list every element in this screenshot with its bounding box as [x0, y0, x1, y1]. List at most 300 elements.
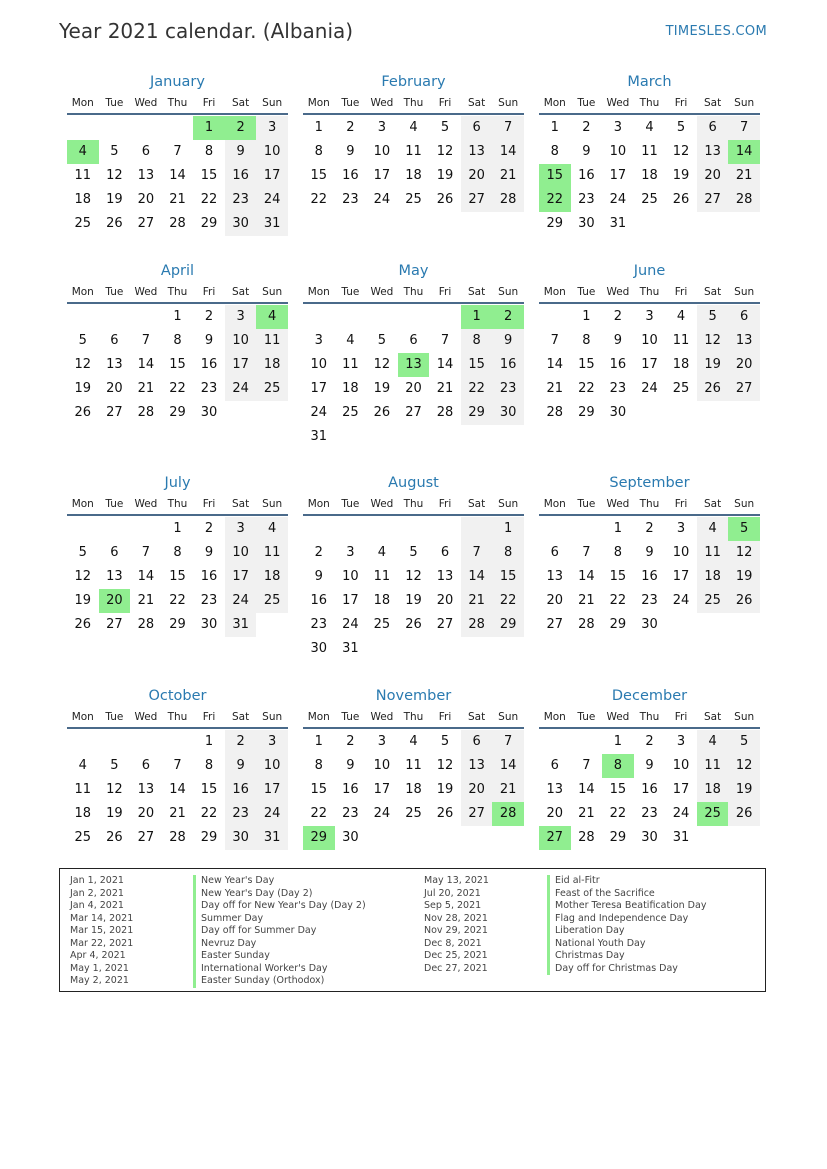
empty-cell — [303, 517, 335, 541]
day-cell: 4 — [409, 120, 418, 135]
day-cell: 14 — [492, 754, 524, 778]
day-cell: 13 — [436, 569, 454, 584]
day-cell: 25 — [342, 405, 359, 420]
legend-date: Dec 27, 2021 — [424, 962, 488, 974]
day-cell: 28 — [728, 188, 760, 212]
weekday-label: Wed — [134, 498, 158, 510]
day-cell: 28 — [137, 617, 155, 632]
legend-date: Nov 28, 2021 — [424, 912, 488, 924]
weekday-label: Sun — [734, 97, 755, 109]
day-cell: 19 — [74, 593, 92, 608]
weekday-label: Wed — [606, 286, 630, 298]
day-cell: 25 — [405, 806, 422, 821]
day-cell: 30 — [200, 405, 218, 420]
holiday-day-cell: 13 — [398, 353, 430, 377]
legend-date: May 13, 2021 — [424, 875, 489, 886]
month-title: June — [633, 263, 666, 279]
day-cell: 9 — [645, 545, 654, 560]
day-cell: 4 — [645, 120, 654, 135]
holiday-day-cell: 8 — [602, 754, 634, 778]
day-cell: 22 — [310, 192, 328, 207]
day-cell: 1 — [613, 521, 623, 536]
weekday-label: Wed — [134, 711, 158, 723]
day-cell: 3 — [314, 333, 323, 348]
day-cell: 31 — [225, 613, 257, 637]
day-cell: 17 — [373, 782, 391, 797]
page-title: Year 2021 calendar. (Albania) — [59, 19, 354, 43]
holiday-day-cell: 1 — [193, 116, 225, 140]
day-cell: 26 — [697, 377, 729, 401]
day-cell: 13 — [137, 168, 155, 183]
day-cell: 24 — [225, 589, 257, 613]
day-cell: 21 — [492, 778, 524, 802]
day-cell: 21 — [728, 164, 760, 188]
legend-date: Jul 20, 2021 — [424, 887, 481, 899]
weekday-label: Sun — [498, 711, 519, 723]
weekday-label: Mon — [307, 498, 330, 510]
day-cell: 16 — [200, 569, 218, 584]
day-cell: 7 — [141, 545, 151, 560]
day-cell: 16 — [492, 353, 524, 377]
holiday-day-cell: 25 — [697, 802, 729, 826]
day-cell: 27 — [137, 216, 155, 231]
weekday-label: Sun — [262, 498, 283, 510]
day-cell: 8 — [582, 333, 591, 348]
day-cell: 4 — [697, 517, 729, 541]
day-cell: 11 — [74, 782, 92, 797]
legend-row — [424, 875, 706, 888]
day-cell: 13 — [137, 782, 155, 797]
day-cell: 28 — [137, 405, 155, 420]
day-grid — [303, 116, 524, 212]
weekday-label: Fri — [202, 286, 216, 298]
month-title: May — [398, 263, 429, 279]
day-cell: 12 — [436, 144, 454, 159]
weekday-label: Sat — [467, 97, 486, 109]
day-cell: 17 — [672, 782, 690, 797]
weekday-header — [303, 707, 524, 729]
day-grid — [303, 730, 524, 850]
day-cell: 15 — [169, 569, 186, 584]
month-january — [67, 71, 288, 236]
day-cell: 2 — [645, 734, 654, 749]
day-cell: 20 — [546, 593, 564, 608]
weekday-label: Tue — [105, 498, 124, 510]
month-title: October — [148, 688, 207, 704]
day-cell: 13 — [697, 140, 729, 164]
day-cell: 11 — [342, 357, 359, 372]
day-cell: 24 — [342, 617, 359, 632]
day-cell: 19 — [436, 782, 454, 797]
empty-cell — [366, 305, 398, 329]
day-cell: 6 — [461, 116, 493, 140]
weekday-label: Tue — [577, 498, 596, 510]
legend-holiday-name: Flag and Independence Day — [547, 913, 688, 926]
day-cell: 31 — [609, 216, 627, 231]
day-cell: 29 — [461, 401, 493, 425]
month-december — [539, 685, 760, 850]
weekday-label: Wed — [606, 711, 630, 723]
day-cell: 19 — [728, 778, 760, 802]
day-cell: 8 — [173, 545, 182, 560]
legend-date: Nov 29, 2021 — [424, 925, 488, 936]
legend-holiday-name: Christmas Day — [547, 950, 625, 963]
weekday-label: Fri — [438, 286, 452, 298]
day-cell: 6 — [697, 116, 729, 140]
day-cell: 24 — [672, 806, 690, 821]
day-cell: 30 — [200, 617, 218, 632]
weekday-label: Sun — [498, 97, 519, 109]
day-cell: 3 — [645, 309, 654, 324]
day-cell: 14 — [436, 357, 454, 372]
month-title: April — [160, 263, 195, 279]
day-cell: 22 — [492, 589, 524, 613]
holiday-day-cell: 14 — [728, 140, 760, 164]
weekday-label: Tue — [341, 97, 360, 109]
day-cell: 6 — [440, 545, 450, 560]
day-cell: 29 — [578, 405, 595, 420]
month-title: July — [164, 475, 191, 491]
day-cell: 23 — [578, 192, 595, 207]
day-cell: 9 — [645, 758, 654, 773]
day-cell: 11 — [672, 333, 690, 348]
empty-cell — [130, 730, 162, 754]
day-cell: 29 — [200, 830, 218, 845]
empty-cell — [539, 305, 571, 329]
empty-cell — [130, 517, 162, 541]
day-cell: 27 — [697, 188, 729, 212]
legend-holiday-name: Nevruz Day — [193, 938, 256, 951]
day-cell: 27 — [436, 617, 454, 632]
day-cell: 7 — [582, 758, 591, 773]
day-cell: 14 — [492, 140, 524, 164]
weekday-header — [67, 707, 288, 729]
day-cell: 23 — [492, 377, 524, 401]
day-cell: 19 — [672, 168, 690, 183]
day-cell: 17 — [609, 168, 627, 183]
day-cell: 15 — [200, 168, 218, 183]
day-cell: 9 — [613, 333, 623, 348]
weekday-label: Mon — [71, 97, 94, 109]
day-cell: 24 — [373, 806, 391, 821]
empty-cell — [67, 305, 99, 329]
weekday-label: Sun — [262, 286, 283, 298]
day-cell: 23 — [342, 192, 359, 207]
day-cell: 22 — [609, 593, 627, 608]
day-cell: 25 — [256, 377, 288, 401]
legend-row — [70, 963, 366, 976]
day-cell: 13 — [546, 782, 564, 797]
day-cell: 28 — [169, 216, 186, 231]
day-cell: 7 — [173, 758, 182, 773]
month-september — [539, 472, 760, 637]
day-cell: 2 — [346, 734, 355, 749]
day-cell: 15 — [461, 353, 493, 377]
weekday-label: Wed — [606, 498, 630, 510]
legend-row — [70, 950, 366, 963]
day-cell: 24 — [256, 188, 288, 212]
day-cell: 2 — [204, 521, 214, 536]
legend-date: Sep 5, 2021 — [424, 900, 482, 911]
day-cell: 22 — [310, 806, 328, 821]
day-cell: 30 — [225, 212, 257, 236]
day-cell: 21 — [492, 164, 524, 188]
day-cell: 22 — [461, 377, 493, 401]
holiday-day-cell: 20 — [99, 589, 131, 613]
day-cell: 17 — [256, 778, 288, 802]
day-cell: 18 — [641, 168, 658, 183]
day-cell: 1 — [492, 517, 524, 541]
day-cell: 18 — [405, 782, 422, 797]
day-cell: 25 — [373, 617, 391, 632]
day-cell: 16 — [200, 357, 218, 372]
day-cell: 2 — [314, 545, 323, 560]
day-cell: 3 — [225, 305, 257, 329]
weekday-label: Tue — [105, 97, 124, 109]
day-cell: 11 — [697, 754, 729, 778]
day-cell: 31 — [342, 641, 359, 656]
day-cell: 10 — [641, 333, 658, 348]
legend-holiday-name: Easter Sunday — [193, 950, 270, 963]
month-title: August — [388, 475, 439, 491]
day-cell: 10 — [373, 144, 391, 159]
day-cell: 18 — [256, 353, 288, 377]
day-cell: 7 — [173, 144, 182, 159]
day-cell: 4 — [676, 309, 686, 324]
day-cell: 1 — [550, 120, 559, 135]
day-cell: 8 — [204, 144, 214, 159]
weekday-label: Sat — [703, 286, 722, 298]
day-cell: 8 — [173, 333, 182, 348]
weekday-label: Thu — [639, 97, 660, 109]
day-cell: 26 — [405, 617, 422, 632]
day-cell: 5 — [728, 730, 760, 754]
day-cell: 30 — [609, 405, 627, 420]
month-title: February — [381, 74, 446, 90]
weekday-label: Thu — [403, 498, 424, 510]
day-cell: 7 — [461, 541, 493, 565]
day-cell: 30 — [641, 830, 658, 845]
day-cell: 3 — [676, 734, 686, 749]
day-cell: 9 — [204, 545, 214, 560]
month-october — [67, 685, 288, 850]
weekday-label: Sat — [231, 498, 250, 510]
weekday-label: Mon — [543, 97, 566, 109]
day-cell: 3 — [256, 116, 288, 140]
empty-cell — [130, 116, 162, 140]
day-cell: 11 — [373, 569, 391, 584]
day-cell: 31 — [310, 429, 328, 444]
day-cell: 27 — [461, 802, 493, 826]
weekday-label: Sun — [262, 711, 283, 723]
day-cell: 26 — [106, 216, 123, 231]
day-cell: 5 — [110, 144, 119, 159]
legend-holiday-name: Day off for Summer Day — [193, 925, 316, 938]
day-cell: 8 — [314, 758, 323, 773]
day-cell: 17 — [225, 565, 257, 589]
day-cell: 12 — [728, 541, 760, 565]
day-grid — [67, 730, 288, 850]
day-cell: 22 — [200, 806, 218, 821]
day-cell: 18 — [342, 381, 359, 396]
day-cell: 7 — [440, 333, 450, 348]
empty-cell — [429, 517, 461, 541]
day-cell: 12 — [436, 758, 454, 773]
legend-row — [70, 875, 366, 888]
day-cell: 23 — [200, 381, 218, 396]
empty-cell — [571, 730, 603, 754]
day-cell: 17 — [256, 164, 288, 188]
day-cell: 19 — [74, 381, 92, 396]
empty-cell — [539, 730, 571, 754]
weekday-label: Wed — [370, 711, 394, 723]
day-cell: 12 — [106, 782, 123, 797]
legend-holiday-name: Feast of the Sacrifice — [547, 888, 655, 901]
day-cell: 26 — [728, 802, 760, 826]
weekday-label: Tue — [105, 711, 124, 723]
day-cell: 28 — [546, 405, 564, 420]
day-cell: 6 — [728, 305, 760, 329]
day-cell: 18 — [672, 357, 690, 372]
day-cell: 3 — [613, 120, 623, 135]
day-cell: 8 — [550, 144, 559, 159]
weekday-label: Mon — [71, 286, 94, 298]
day-cell: 21 — [578, 806, 595, 821]
day-cell: 1 — [314, 120, 323, 135]
month-may — [303, 260, 524, 449]
day-cell: 14 — [169, 782, 186, 797]
legend-row — [424, 963, 706, 976]
day-cell: 15 — [200, 782, 218, 797]
legend-date: Dec 25, 2021 — [424, 950, 488, 961]
day-cell: 29 — [609, 830, 627, 845]
day-cell: 15 — [578, 357, 595, 372]
day-cell: 14 — [578, 782, 595, 797]
day-cell: 13 — [546, 569, 564, 584]
legend-row — [424, 938, 706, 951]
weekday-label: Wed — [370, 97, 394, 109]
legend-holiday-name: Mother Teresa Beatification Day — [547, 900, 706, 913]
weekday-label: Fri — [674, 286, 688, 298]
day-cell: 31 — [672, 830, 690, 845]
day-cell: 24 — [225, 377, 257, 401]
weekday-label: Tue — [577, 97, 596, 109]
weekday-header — [67, 282, 288, 304]
holiday-day-cell: 1 — [461, 305, 493, 329]
day-cell: 14 — [137, 357, 155, 372]
month-title: January — [150, 74, 205, 90]
month-june — [539, 260, 760, 425]
month-april — [67, 260, 288, 425]
day-grid — [539, 517, 760, 637]
day-cell: 9 — [346, 758, 355, 773]
day-cell: 17 — [672, 569, 690, 584]
weekday-label: Thu — [403, 97, 424, 109]
day-cell: 11 — [405, 758, 422, 773]
weekday-label: Sun — [734, 711, 755, 723]
weekday-label: Wed — [134, 286, 158, 298]
day-cell: 27 — [137, 830, 155, 845]
day-cell: 2 — [225, 730, 257, 754]
holiday-day-cell: 27 — [539, 826, 571, 850]
day-cell: 20 — [405, 381, 422, 396]
day-cell: 30 — [578, 216, 595, 231]
day-cell: 11 — [256, 329, 288, 353]
empty-cell — [99, 116, 131, 140]
weekday-label: Tue — [341, 711, 360, 723]
day-cell: 27 — [405, 405, 422, 420]
day-cell: 9 — [582, 144, 591, 159]
day-cell: 25 — [405, 192, 422, 207]
day-cell: 31 — [256, 212, 288, 236]
legend-row — [70, 913, 366, 926]
legend-row — [70, 900, 366, 913]
day-cell: 24 — [310, 405, 328, 420]
empty-cell — [99, 305, 131, 329]
day-cell: 4 — [346, 333, 355, 348]
day-cell: 25 — [641, 192, 658, 207]
day-cell: 30 — [492, 401, 524, 425]
day-cell: 20 — [546, 806, 564, 821]
brand-link[interactable]: TIMESLES.COM — [665, 24, 767, 39]
legend-date: Mar 15, 2021 — [70, 925, 134, 936]
day-cell: 29 — [169, 617, 186, 632]
day-cell: 24 — [373, 192, 391, 207]
legend-date: Mar 14, 2021 — [70, 912, 134, 924]
day-cell: 20 — [106, 381, 123, 396]
day-cell: 15 — [609, 569, 627, 584]
day-cell: 23 — [225, 802, 257, 826]
weekday-label: Thu — [639, 711, 660, 723]
day-cell: 14 — [137, 569, 155, 584]
day-cell: 20 — [137, 192, 155, 207]
weekday-label: Fri — [438, 97, 452, 109]
legend-holiday-name: Day off for Christmas Day — [547, 963, 678, 976]
month-title: March — [627, 74, 672, 90]
day-cell: 4 — [256, 517, 288, 541]
legend-row — [70, 925, 366, 938]
holiday-day-cell: 22 — [539, 188, 571, 212]
day-cell: 15 — [492, 565, 524, 589]
day-cell: 8 — [204, 758, 214, 773]
weekday-label: Sun — [262, 97, 283, 109]
day-cell: 16 — [225, 164, 257, 188]
day-cell: 10 — [342, 569, 359, 584]
day-cell: 10 — [373, 758, 391, 773]
holiday-day-cell: 2 — [225, 116, 257, 140]
day-cell: 28 — [461, 613, 493, 637]
day-cell: 5 — [377, 333, 387, 348]
day-cell: 11 — [74, 168, 92, 183]
day-cell: 29 — [169, 405, 186, 420]
day-cell: 15 — [169, 357, 186, 372]
day-cell: 27 — [728, 377, 760, 401]
day-cell: 2 — [645, 521, 654, 536]
day-cell: 26 — [672, 192, 690, 207]
legend-row — [70, 975, 366, 988]
legend-date: Dec 8, 2021 — [424, 937, 482, 949]
day-cell: 10 — [256, 754, 288, 778]
day-grid — [303, 305, 524, 449]
weekday-header — [539, 707, 760, 729]
day-cell: 21 — [546, 381, 564, 396]
day-cell: 2 — [204, 309, 214, 324]
day-cell: 21 — [436, 381, 454, 396]
day-cell: 14 — [578, 569, 595, 584]
day-grid — [67, 517, 288, 637]
day-cell: 9 — [225, 140, 257, 164]
day-cell: 3 — [256, 730, 288, 754]
